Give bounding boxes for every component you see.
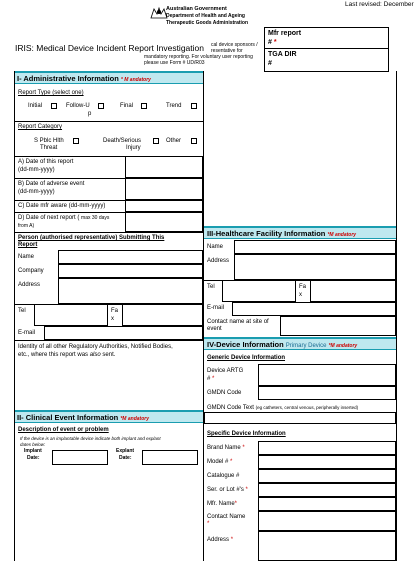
fax-label: Fa [111,308,119,314]
implant-note: If the device is an implantable device indicate both implant and explant [20,436,161,441]
date-report-field[interactable] [125,156,203,178]
desc-label: Description of event or problem [18,427,109,433]
report-category-label: Report Category [18,124,63,130]
name-label: Name [18,254,35,260]
tel-label: Tel [18,308,26,314]
hc-fax-label: Fa [299,284,307,290]
person-label-2: Report [18,242,38,248]
mfr-name-field[interactable] [258,497,396,511]
explant-label: Explant [116,448,135,454]
gmdn-text-field[interactable] [204,412,396,424]
tel-field[interactable] [34,304,108,326]
initial-checkbox[interactable] [51,103,57,109]
initial-label: Initial [28,103,43,109]
threat-label: Threat [40,145,58,151]
s-pblc-label: S Pblc Hlth [34,138,64,144]
email-field[interactable] [44,326,203,340]
tga-dir-label: TGA DIR [268,51,297,58]
person-label: Person (authorised representative) Submitting This [18,235,165,241]
injury-label: Injury [126,145,141,151]
ser-field[interactable] [258,483,396,497]
implant-label: Implant [24,448,42,454]
tga-dir-hash: # [268,60,272,67]
model-label: Model # * [207,459,233,465]
contact-name-field[interactable] [258,511,396,531]
catalogue-label: Catalogue # [207,473,240,479]
note-line4: please use Form # UD/R03 [144,60,205,66]
hc-fax-field[interactable] [310,280,396,302]
hc-email-field[interactable] [232,302,396,316]
follow-checkbox[interactable] [98,103,104,109]
device-artg-hash: # * [207,376,215,382]
hc-address-label: Address [207,258,230,264]
date-report-fmt: (dd-mm-yyyy) [18,167,55,173]
specific-label: Specific Device Information [207,431,286,437]
final-checkbox[interactable] [141,103,147,109]
catalogue-field[interactable] [258,469,396,483]
ser-label: Ser. or Lot #'s * [207,487,248,493]
company-field[interactable] [58,264,203,278]
date-mfr-field[interactable] [125,200,203,212]
hc-tel-label: Tel [207,284,215,290]
follow-label-2: p [88,111,92,117]
generic-label: Generic Device Information [207,355,286,361]
contact-name-star: * [207,521,210,527]
address4-label: Address * [207,537,234,543]
hc-email-label: E-mail [207,305,225,311]
contact-name-label: Contact Name [207,514,246,520]
mfr-report-label: Mfr report [268,30,302,37]
date-report-label: A) Date of this report [18,159,74,165]
follow-label: Follow-U [66,103,90,109]
other-checkbox[interactable] [191,138,197,144]
gmdn-code-label: GMDN Code [207,390,242,396]
last-revised: Last revised: December [345,1,414,8]
device-artg-label: Device ARTG [207,368,244,374]
section4-header: IV-Device Information Primary Device *M andatory [204,337,396,350]
final-label: Final [120,103,134,109]
hc-address-field[interactable] [234,254,396,280]
date-adverse-field[interactable] [125,178,203,200]
mfr-report-hash: # * [268,39,277,46]
address4-field[interactable] [258,531,396,561]
name-field[interactable] [58,250,203,264]
implant-date-label: Date: [27,455,40,461]
brand-field[interactable] [258,441,396,455]
implant-note-2: dates below: [20,442,46,447]
section3-header: III-Healthcare Facility Information *M andatory [204,226,396,239]
company-label: Company [18,268,44,274]
hc-contact-label-2: event [207,326,222,332]
trend-checkbox[interactable] [191,103,197,109]
gov-line3: Therapeutic Goods Administration [166,20,249,26]
model-field[interactable] [258,455,396,469]
implant-date-field[interactable] [52,450,108,465]
hc-name-field[interactable] [234,240,396,254]
date-adverse-label: B) Date of adverse event [18,181,85,187]
death-label: Death/Serious [103,138,142,144]
hc-contact-field[interactable] [280,316,396,336]
gov-line2: Department of Health and Ageing [166,13,245,19]
note-line2: resentative for [211,48,243,54]
address-field[interactable] [58,278,203,304]
date-adverse-fmt: (dd-mm-yyyy) [18,189,55,195]
hc-name-label: Name [207,244,224,250]
date-mfr-label: C) Date mfr aware (dd-mm-yyyy) [18,203,106,209]
gmdn-text-label: GMDN Code Text (eg catheters, central venous, peripherally inserted) [207,405,359,411]
note-line3: mandatory reporting. For voluntary user reporting [144,54,253,60]
identity-label-2: etc., where this report was also sent. [18,352,116,358]
date-next-label: D) Date of next report ( max 30 days [18,215,110,221]
hc-contact-label: Contact name at site of [207,319,269,325]
hc-fax-label-2: x [299,292,302,298]
gov-line1: Australian Government [166,6,227,12]
hc-tel-field[interactable] [222,280,296,302]
other-label: Other [166,138,182,144]
email-label: E-mail [18,330,36,336]
report-type-label: Report Type (select one) [18,90,84,96]
death-checkbox[interactable] [153,138,159,144]
page-title: IRIS: Medical Device Incident Report Investigation [15,43,204,53]
fax-label-2: x [111,316,114,322]
section2-header: II- Clinical Event Information *M andatory [14,410,203,423]
section1-header: I- Administrative Information * M andatory [14,71,203,84]
date-next-field[interactable] [125,212,203,232]
trend-label: Trend [166,103,182,109]
explant-date-label: Date: [119,455,132,461]
note-line1: cal device sponsors / [211,42,258,48]
device-artg-field[interactable] [258,364,396,386]
identity-label: Identity of all other Regulatory Authorities, Notified Bodies, [18,344,173,350]
explant-date-field[interactable] [142,450,198,465]
brand-label: Brand Name * [207,445,245,451]
mfr-name-label: Mfr. Name* [207,501,238,507]
address-label: Address [18,282,41,288]
spblc-checkbox[interactable] [73,138,79,144]
date-next-from: from A) [18,223,35,229]
gmdn-code-field[interactable] [258,386,396,400]
fax-field[interactable] [122,304,203,326]
